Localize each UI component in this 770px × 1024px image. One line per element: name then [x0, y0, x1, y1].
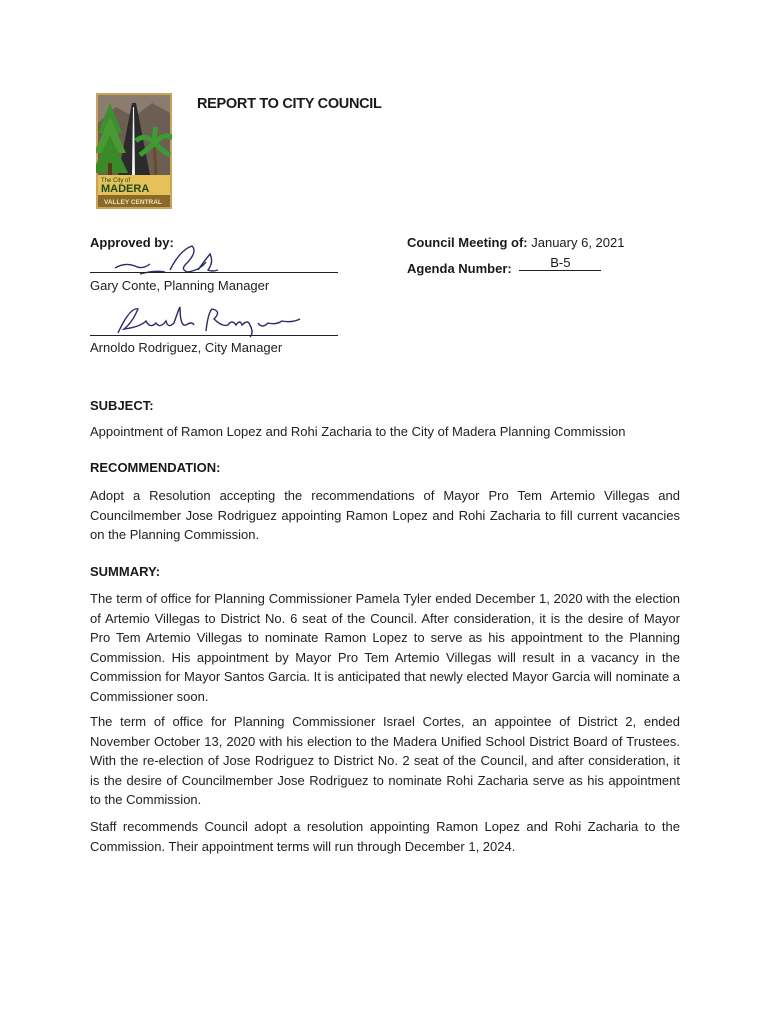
agenda-number-info — [407, 255, 601, 277]
svg-text:MADERA: MADERA — [101, 183, 150, 195]
svg-text:VALLEY CENTRAL: VALLEY CENTRAL — [104, 199, 162, 206]
summary-paragraph: The term of office for Planning Commissioner Israel Cortes, an appointee of District 2, ended November October 13, 2020 with his election to the Madera Unified School District Board of Trustees. With the re-election of Jose Rodriguez to District No. 2 seat of the Council, and after consideration, it is the desire of Councilmember Jose Rodriguez to nominate Rohi Zacharia serve as his appointment to the Commission. — [90, 714, 680, 807]
signer-name: Arnoldo Rodriguez, City Manager — [90, 340, 283, 355]
recommendation-text: Adopt a Resolution accepting the recommendations of Mayor Pro Tem Artemio Villegas and Councilmember Jose Rodriguez appointing Ramon Lopez and Rohi Zacharia to fill current vacancies on the Planning Commission. — [90, 488, 680, 542]
recommendation-heading: RECOMMENDATION: — [90, 460, 221, 475]
signature-line — [90, 272, 338, 273]
signature-gary-conte — [110, 240, 220, 280]
council-meeting-info — [407, 235, 624, 250]
signer-name: Gary Conte, Planning Manager — [90, 278, 270, 293]
signature-line — [90, 335, 338, 336]
signature-arnoldo-rodriguez — [110, 303, 305, 339]
svg-text:The City of: The City of — [101, 178, 131, 184]
council-meeting-date: January 6, 2021 — [531, 235, 625, 250]
summary-paragraph: Staff recommends Council adopt a resolution appointing Ramon Lopez and Rohi Zacharia to the Commission. Their appointment terms will run through December 1, 2024. — [90, 819, 680, 854]
city-of-madera-logo — [96, 93, 172, 209]
summary-heading: SUMMARY: — [90, 564, 161, 579]
council-meeting-label: Council Meeting of: — [407, 235, 528, 250]
report-title: REPORT TO CITY COUNCIL — [197, 96, 382, 112]
subject-text: Appointment of Ramon Lopez and Rohi Zacharia to the City of Madera Planning Commission — [90, 424, 626, 439]
agenda-number-value: B-5 — [519, 255, 601, 271]
agenda-number-label: Agenda Number: — [407, 261, 512, 276]
subject-heading: SUBJECT: — [90, 398, 154, 413]
approved-by-label: Approved by: — [90, 235, 174, 250]
summary-paragraph: The term of office for Planning Commissioner Pamela Tyler ended December 1, 2020 with the election of Artemio Villegas to District No. 6 seat of the Council. After consideration, it is the desire of Mayor Pro Tem Artemio Villegas to nominate Ramon Lopez to serve as his appointment to the Planning Commission. His appointment by Mayor Pro Tem Artemio Villegas will result in a vacancy in the Commission for Mayor Santos Garcia. It is anticipated that newly elected Mayor Garcia will nominate a Commissioner soon. — [90, 591, 680, 704]
